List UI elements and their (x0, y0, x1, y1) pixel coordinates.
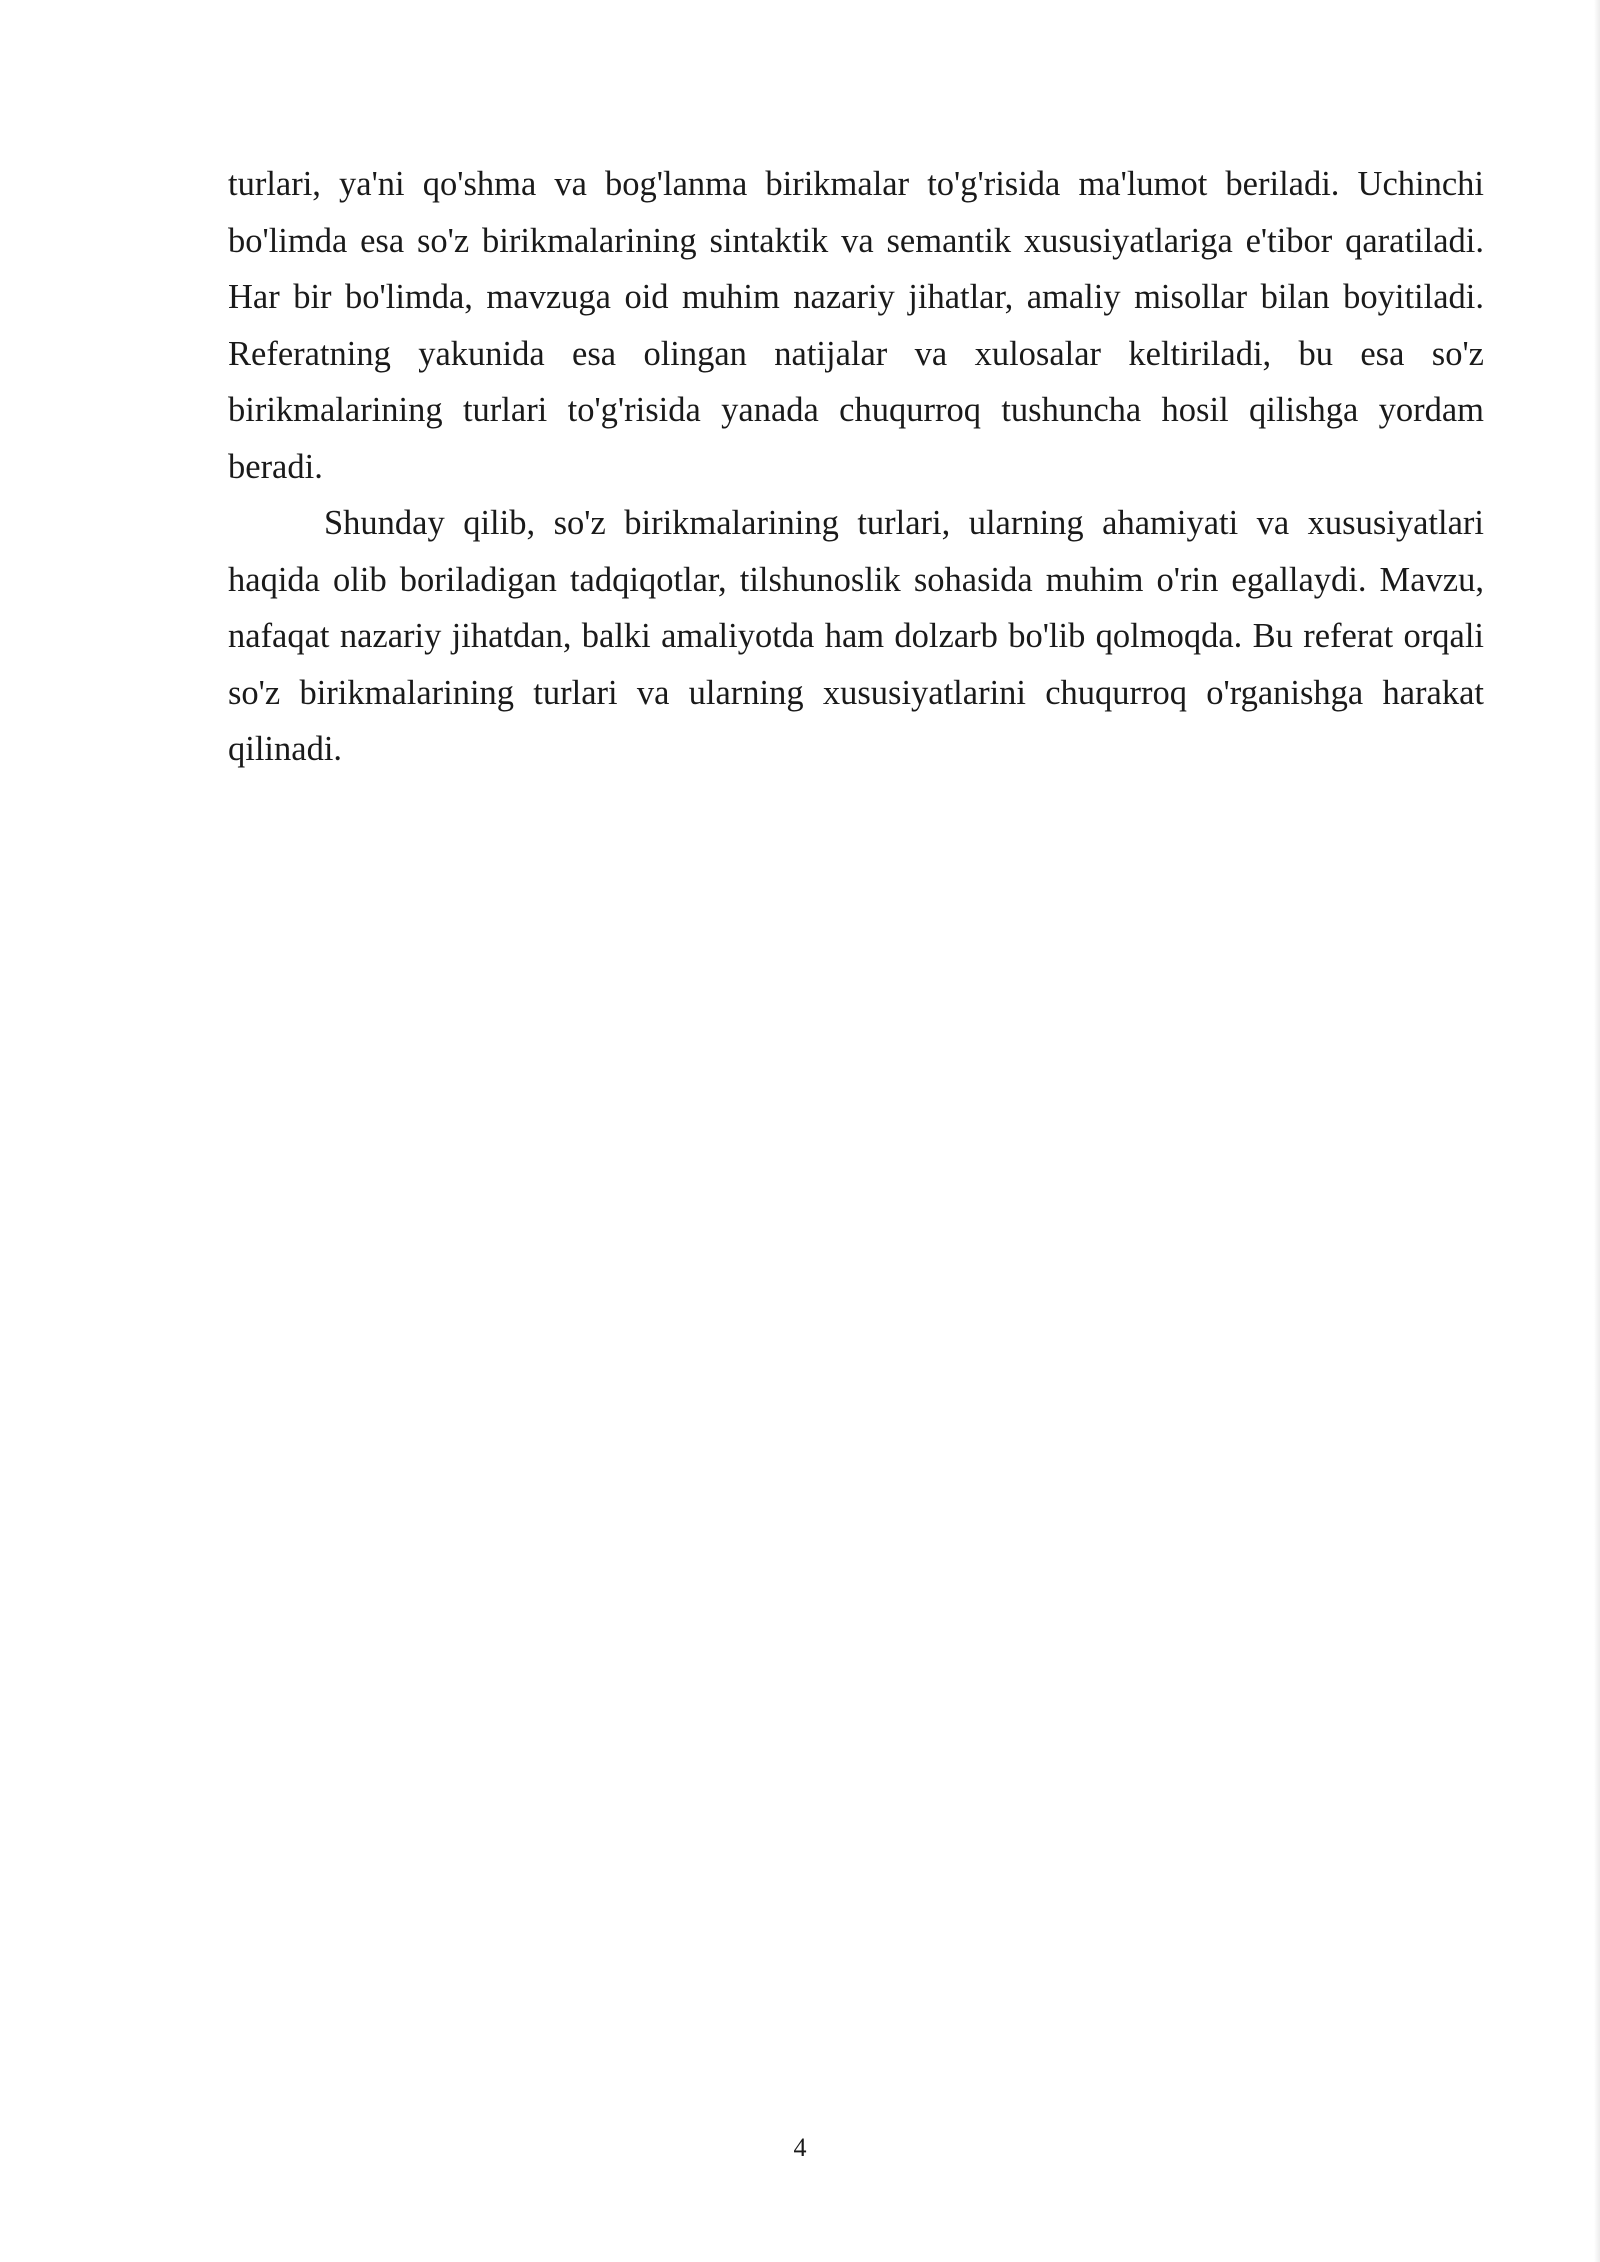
page-number: 4 (793, 2133, 807, 2162)
page-edge-shadow (1594, 0, 1600, 2262)
paragraph-continuation: turlari, ya'ni qo'shma va bog'lanma birikmalar to'g'risida ma'lumot beriladi. Uchinchi bo'limda esa so'z birikmalarining sintaktik va semantik xususiyatlariga e'tibor qaratiladi. Har bir bo'limda, mavzuga oid muhim nazariy jihatlar, amaliy misollar bilan boyitiladi. Referatning yakunida esa olingan natijalar va xulosalar keltiriladi, bu esa so'z birikmalarining turlari to'g'risida yanada chuqurroq tushuncha hosil qilishga yordam beradi. (228, 165, 1484, 486)
paragraph-conclusion: Shunday qilib, so'z birikmalarining turlari, ularning ahamiyati va xususiyatlari haqida olib boriladigan tadqiqotlar, tilshunoslik sohasida muhim o'rin egallaydi. Mavzu, nafaqat nazariy jihatdan, balki amaliyotda ham dolzarb bo'lib qolmoqda. Bu referat orqali so'z birikmalarining turlari va ularning xususiyatlarini chuqurroq o'rganishga harakat qilinadi. (228, 504, 1484, 768)
body-text (228, 156, 1484, 778)
